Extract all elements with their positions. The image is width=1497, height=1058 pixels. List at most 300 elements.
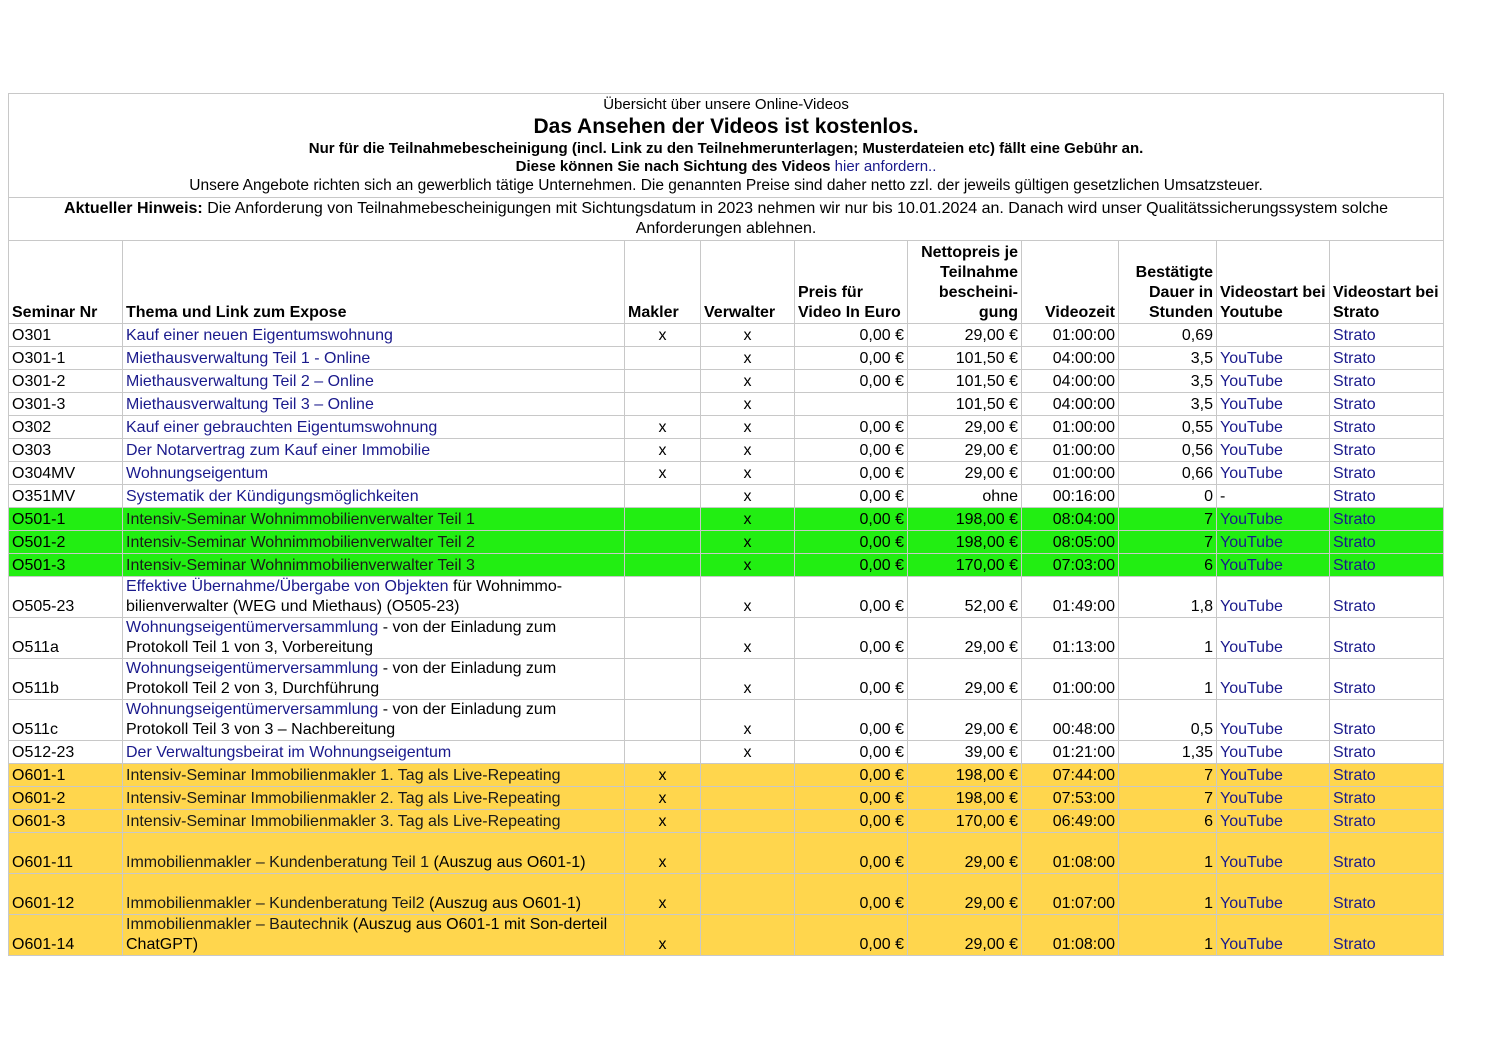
nettopreis-cell: 198,00 € (908, 787, 1022, 810)
makler-cell (625, 700, 701, 741)
seminar-nr-cell: O302 (9, 416, 123, 439)
table-row (9, 577, 1444, 618)
seminar-nr-cell: O601-12 (9, 874, 123, 915)
strato-cell (1330, 659, 1444, 700)
youtube-cell (1217, 439, 1330, 462)
strato-cell (1330, 531, 1444, 554)
youtube-cell (1217, 462, 1330, 485)
youtube-cell (1217, 833, 1330, 874)
preis-cell: 0,00 € (795, 787, 908, 810)
table-row (9, 659, 1444, 700)
seminar-nr-cell: O601-14 (9, 915, 123, 956)
dauer-cell: 1,8 (1119, 577, 1217, 618)
nettopreis-cell: 39,00 € (908, 741, 1022, 764)
seminar-nr-cell: O301 (9, 324, 123, 347)
strato-cell (1330, 700, 1444, 741)
strato-cell (1330, 915, 1444, 956)
youtube-link[interactable]: YouTube (1220, 767, 1283, 784)
strato-link[interactable]: Strato (1333, 488, 1376, 505)
makler-cell (625, 659, 701, 700)
nettopreis-cell: 170,00 € (908, 554, 1022, 577)
preis-cell: 0,00 € (795, 577, 908, 618)
intro-row (9, 94, 1444, 198)
thema-cell (123, 659, 625, 700)
strato-link[interactable]: Strato (1333, 790, 1376, 807)
thema-cell (123, 700, 625, 741)
expose-link[interactable]: Effektive Übernahme/Übergabe von Objekten (126, 578, 449, 595)
strato-link[interactable]: Strato (1333, 895, 1376, 912)
expose-link[interactable]: Immobilienmakler – Bautechnik (126, 916, 349, 933)
youtube-link[interactable]: YouTube (1220, 813, 1283, 830)
videozeit-cell: 08:05:00 (1022, 531, 1119, 554)
youtube-cell (1217, 618, 1330, 659)
dauer-cell: 0,56 (1119, 439, 1217, 462)
seminar-nr-cell: O601-3 (9, 810, 123, 833)
nettopreis-cell: ohne (908, 485, 1022, 508)
verwalter-cell: x (701, 531, 795, 554)
youtube-cell (1217, 324, 1330, 347)
strato-link[interactable]: Strato (1333, 854, 1376, 871)
col-makler: Makler (625, 241, 701, 324)
youtube-cell (1217, 764, 1330, 787)
youtube-cell (1217, 874, 1330, 915)
youtube-cell (1217, 416, 1330, 439)
makler-cell (625, 618, 701, 659)
youtube-link[interactable]: YouTube (1220, 396, 1283, 413)
expose-link[interactable]: Intensiv-Seminar Immobilienmakler 1. Tag als Live-Repeating (126, 767, 561, 784)
expose-link[interactable]: Miethausverwaltung Teil 2 – Online (126, 373, 374, 390)
strato-link[interactable]: Strato (1333, 442, 1376, 459)
intro-cell (9, 94, 1444, 198)
expose-link[interactable]: Immobilienmakler – Kundenberatung Teil2 (126, 895, 425, 912)
youtube-cell (1217, 531, 1330, 554)
videozeit-cell: 04:00:00 (1022, 393, 1119, 416)
dauer-cell: 7 (1119, 508, 1217, 531)
preis-cell: 0,00 € (795, 439, 908, 462)
makler-cell: x (625, 810, 701, 833)
youtube-link[interactable]: YouTube (1220, 790, 1283, 807)
seminar-nr-cell: O501-1 (9, 508, 123, 531)
youtube-cell (1217, 485, 1330, 508)
strato-cell (1330, 741, 1444, 764)
strato-cell (1330, 577, 1444, 618)
expose-link[interactable]: Systematik der Kündigungsmöglichkeiten (126, 488, 419, 505)
strato-link[interactable]: Strato (1333, 327, 1376, 344)
strato-link[interactable]: Strato (1333, 936, 1376, 953)
dauer-cell: 6 (1119, 554, 1217, 577)
youtube-link[interactable]: YouTube (1220, 639, 1283, 656)
verwalter-cell (701, 787, 795, 810)
strato-cell (1330, 485, 1444, 508)
youtube-link[interactable]: YouTube (1220, 350, 1283, 367)
makler-cell (625, 554, 701, 577)
videozeit-cell: 00:16:00 (1022, 485, 1119, 508)
seminar-nr-cell: O351MV (9, 485, 123, 508)
expose-link[interactable]: Wohnungseigentum (126, 465, 269, 482)
expose-link[interactable]: Immobilienmakler – Kundenberatung Teil 1 (126, 854, 429, 871)
nettopreis-cell: 29,00 € (908, 462, 1022, 485)
expose-link[interactable]: Intensiv-Seminar Immobilienmakler 2. Tag als Live-Repeating (126, 790, 561, 807)
col-dauer: Bestätigte Dauer in Stunden (1119, 241, 1217, 324)
intro-line-4-text: Diese können Sie nach Sichtung des Videos (515, 158, 831, 175)
strato-cell (1330, 833, 1444, 874)
preis-cell: 0,00 € (795, 531, 908, 554)
thema-cell (123, 485, 625, 508)
verwalter-cell: x (701, 577, 795, 618)
thema-cell (123, 439, 625, 462)
strato-link[interactable]: Strato (1333, 639, 1376, 656)
col-verwalter: Verwalter (701, 241, 795, 324)
youtube-link[interactable]: YouTube (1220, 373, 1283, 390)
table-row (9, 554, 1444, 577)
expose-link[interactable]: Wohnungseigentümerversammlung (126, 660, 379, 677)
youtube-cell (1217, 810, 1330, 833)
dauer-cell: 1,35 (1119, 741, 1217, 764)
dauer-cell: 0,66 (1119, 462, 1217, 485)
seminar-nr-cell: O512-23 (9, 741, 123, 764)
table-row (9, 833, 1444, 874)
table-row (9, 393, 1444, 416)
youtube-cell (1217, 393, 1330, 416)
thema-text: (Auszug aus O601-1 mit Son-derteil ChatGPT) (126, 916, 608, 953)
videozeit-cell: 01:08:00 (1022, 915, 1119, 956)
dauer-cell: 6 (1119, 810, 1217, 833)
dauer-cell: 1 (1119, 833, 1217, 874)
strato-cell (1330, 787, 1444, 810)
videozeit-cell: 01:00:00 (1022, 659, 1119, 700)
videozeit-cell: 01:00:00 (1022, 416, 1119, 439)
thema-cell (123, 554, 625, 577)
thema-cell (123, 741, 625, 764)
thema-cell (123, 787, 625, 810)
makler-cell: x (625, 416, 701, 439)
dauer-cell: 7 (1119, 764, 1217, 787)
strato-cell (1330, 347, 1444, 370)
youtube-link[interactable]: YouTube (1220, 744, 1283, 761)
youtube-link[interactable]: YouTube (1220, 936, 1283, 953)
preis-cell: 0,00 € (795, 741, 908, 764)
videozeit-cell: 06:49:00 (1022, 810, 1119, 833)
strato-cell (1330, 370, 1444, 393)
thema-cell (123, 764, 625, 787)
youtube-cell (1217, 508, 1330, 531)
seminar-nr-cell: O301-3 (9, 393, 123, 416)
table-row (9, 787, 1444, 810)
videozeit-cell: 08:04:00 (1022, 508, 1119, 531)
youtube-link[interactable]: YouTube (1220, 854, 1283, 871)
expose-link[interactable]: Intensiv-Seminar Wohnimmobilienverwalter Teil 3 (126, 557, 475, 574)
verwalter-cell: x (701, 618, 795, 659)
table-row (9, 508, 1444, 531)
table-row (9, 370, 1444, 393)
nettopreis-cell: 29,00 € (908, 659, 1022, 700)
preis-cell: 0,00 € (795, 810, 908, 833)
table-row (9, 439, 1444, 462)
seminar-nr-cell: O511c (9, 700, 123, 741)
preis-cell: 0,00 € (795, 416, 908, 439)
table-row (9, 462, 1444, 485)
videozeit-cell: 01:00:00 (1022, 439, 1119, 462)
request-certificate-link[interactable]: hier anfordern.. (834, 158, 937, 175)
strato-link[interactable]: Strato (1333, 373, 1376, 390)
strato-link[interactable]: Strato (1333, 680, 1376, 697)
verwalter-cell: x (701, 659, 795, 700)
nettopreis-cell: 29,00 € (908, 416, 1022, 439)
nettopreis-cell: 29,00 € (908, 833, 1022, 874)
dauer-cell: 0,5 (1119, 700, 1217, 741)
strato-cell (1330, 810, 1444, 833)
col-preis: Preis für Video In Euro (795, 241, 908, 324)
verwalter-cell: x (701, 700, 795, 741)
seminar-nr-cell: O303 (9, 439, 123, 462)
nettopreis-cell: 198,00 € (908, 508, 1022, 531)
col-videozeit: Videozeit (1022, 241, 1119, 324)
dauer-cell: 0 (1119, 485, 1217, 508)
strato-link[interactable]: Strato (1333, 767, 1376, 784)
preis-cell: 0,00 € (795, 659, 908, 700)
thema-cell (123, 393, 625, 416)
verwalter-cell (701, 874, 795, 915)
youtube-link[interactable]: YouTube (1220, 680, 1283, 697)
table-row (9, 485, 1444, 508)
seminar-nr-cell: O511a (9, 618, 123, 659)
makler-cell: x (625, 915, 701, 956)
makler-cell: x (625, 324, 701, 347)
nettopreis-cell: 29,00 € (908, 439, 1022, 462)
dauer-cell: 3,5 (1119, 370, 1217, 393)
videozeit-cell: 07:03:00 (1022, 554, 1119, 577)
youtube-cell (1217, 915, 1330, 956)
column-header-row (9, 241, 1444, 324)
thema-cell (123, 577, 625, 618)
expose-link[interactable]: Der Verwaltungsbeirat im Wohnungseigentum (126, 744, 452, 761)
seminar-nr-cell: O511b (9, 659, 123, 700)
thema-text: (Auszug aus O601-1) (424, 895, 582, 912)
dauer-cell: 7 (1119, 787, 1217, 810)
expose-link[interactable]: Intensiv-Seminar Wohnimmobilienverwalter Teil 2 (126, 534, 475, 551)
youtube-link[interactable]: YouTube (1220, 721, 1283, 738)
strato-link[interactable]: Strato (1333, 419, 1376, 436)
videozeit-cell: 01:13:00 (1022, 618, 1119, 659)
verwalter-cell: x (701, 393, 795, 416)
seminar-nr-cell: O601-2 (9, 787, 123, 810)
videozeit-cell: 01:07:00 (1022, 874, 1119, 915)
verwalter-cell (701, 915, 795, 956)
preis-cell: 0,00 € (795, 347, 908, 370)
table-row (9, 324, 1444, 347)
nettopreis-cell: 52,00 € (908, 577, 1022, 618)
youtube-cell (1217, 370, 1330, 393)
strato-cell (1330, 439, 1444, 462)
verwalter-cell: x (701, 462, 795, 485)
thema-cell (123, 874, 625, 915)
seminar-nr-cell: O601-1 (9, 764, 123, 787)
col-seminar-nr: Seminar Nr (9, 241, 123, 324)
strato-link[interactable]: Strato (1333, 350, 1376, 367)
thema-text: - von der Einladung zum Protokoll Teil 2 von 3, Durchführung (126, 660, 557, 697)
table-row (9, 618, 1444, 659)
verwalter-cell (701, 833, 795, 874)
table-row (9, 810, 1444, 833)
preis-cell: 0,00 € (795, 874, 908, 915)
thema-text: - von der Einladung zum Protokoll Teil 1 von 3, Vorbereitung (126, 619, 557, 656)
expose-link[interactable]: Intensiv-Seminar Wohnimmobilienverwalter Teil 1 (126, 511, 475, 528)
thema-text: - von der Einladung zum Protokoll Teil 3 von 3 – Nachbereitung (126, 701, 557, 738)
strato-link[interactable]: Strato (1333, 396, 1376, 413)
verwalter-cell: x (701, 347, 795, 370)
videozeit-cell: 04:00:00 (1022, 347, 1119, 370)
youtube-cell (1217, 659, 1330, 700)
youtube-link[interactable]: YouTube (1220, 534, 1283, 551)
verwalter-cell (701, 764, 795, 787)
preis-cell: 0,00 € (795, 485, 908, 508)
thema-text: für Wohnimmo-bilienverwalter (WEG und Miethaus) (O505-23) (126, 578, 563, 615)
videozeit-cell: 00:48:00 (1022, 700, 1119, 741)
dauer-cell: 7 (1119, 531, 1217, 554)
youtube-link[interactable]: YouTube (1220, 598, 1283, 615)
intro-line-5: Unsere Angebote richten sich an gewerblich tätige Unternehmen. Die genannten Preise sind daher netto zzl. der jeweils gültigen gesetzlichen Umsatzsteuer. (189, 177, 1263, 194)
expose-link[interactable]: Wohnungseigentümerversammlung (126, 619, 379, 636)
table-row (9, 915, 1444, 956)
makler-cell (625, 393, 701, 416)
dauer-cell: 1 (1119, 659, 1217, 700)
youtube-cell (1217, 347, 1330, 370)
preis-cell (795, 393, 908, 416)
preis-cell: 0,00 € (795, 764, 908, 787)
preis-cell: 0,00 € (795, 370, 908, 393)
strato-link[interactable]: Strato (1333, 511, 1376, 528)
expose-link[interactable]: Kauf einer gebrauchten Eigentumswohnung (126, 419, 438, 436)
makler-cell (625, 485, 701, 508)
verwalter-cell: x (701, 741, 795, 764)
expose-link[interactable]: Wohnungseigentümerversammlung (126, 701, 379, 718)
expose-link[interactable]: Miethausverwaltung Teil 3 – Online (126, 396, 374, 413)
verwalter-cell (701, 810, 795, 833)
videozeit-cell: 01:00:00 (1022, 324, 1119, 347)
preis-cell: 0,00 € (795, 833, 908, 874)
table-row (9, 874, 1444, 915)
strato-cell (1330, 618, 1444, 659)
nettopreis-cell: 101,50 € (908, 393, 1022, 416)
strato-cell (1330, 764, 1444, 787)
preis-cell: 0,00 € (795, 618, 908, 659)
strato-cell (1330, 508, 1444, 531)
thema-cell (123, 462, 625, 485)
expose-link[interactable]: Der Notarvertrag zum Kauf einer Immobilie (126, 442, 431, 459)
verwalter-cell: x (701, 554, 795, 577)
seminar-nr-cell: O505-23 (9, 577, 123, 618)
strato-cell (1330, 416, 1444, 439)
youtube-link[interactable]: YouTube (1220, 442, 1283, 459)
thema-cell (123, 508, 625, 531)
makler-cell: x (625, 764, 701, 787)
thema-text: (Auszug aus O601-1) (429, 854, 586, 871)
youtube-link[interactable]: YouTube (1220, 511, 1283, 528)
dauer-cell: 0,69 (1119, 324, 1217, 347)
videozeit-cell: 01:49:00 (1022, 577, 1119, 618)
makler-cell (625, 741, 701, 764)
youtube-cell (1217, 700, 1330, 741)
table-row (9, 700, 1444, 741)
col-thema: Thema und Link zum Expose (123, 241, 625, 324)
thema-cell (123, 618, 625, 659)
verwalter-cell: x (701, 370, 795, 393)
col-strato: Videostart bei Strato (1330, 241, 1444, 324)
preis-cell: 0,00 € (795, 462, 908, 485)
nettopreis-cell: 198,00 € (908, 764, 1022, 787)
verwalter-cell: x (701, 508, 795, 531)
strato-cell (1330, 874, 1444, 915)
table-row (9, 347, 1444, 370)
dauer-cell: 1 (1119, 874, 1217, 915)
intro-headline: Das Ansehen der Videos ist kostenlos. (533, 115, 919, 138)
verwalter-cell: x (701, 439, 795, 462)
expose-link[interactable]: Miethausverwaltung Teil 1 - Online (126, 350, 371, 367)
thema-cell (123, 810, 625, 833)
expose-link[interactable]: Kauf einer neuen Eigentumswohnung (126, 327, 393, 344)
intro-line-4 (13, 158, 1439, 176)
strato-link[interactable]: Strato (1333, 721, 1376, 738)
youtube-cell (1217, 577, 1330, 618)
video-table (8, 93, 1444, 956)
videozeit-cell: 07:53:00 (1022, 787, 1119, 810)
nettopreis-cell: 198,00 € (908, 531, 1022, 554)
youtube-link[interactable]: YouTube (1220, 895, 1283, 912)
preis-cell: 0,00 € (795, 554, 908, 577)
makler-cell (625, 370, 701, 393)
videozeit-cell: 07:44:00 (1022, 764, 1119, 787)
table-row (9, 416, 1444, 439)
preis-cell: 0,00 € (795, 915, 908, 956)
nettopreis-cell: 29,00 € (908, 324, 1022, 347)
makler-cell: x (625, 462, 701, 485)
strato-link[interactable]: Strato (1333, 465, 1376, 482)
strato-cell (1330, 554, 1444, 577)
col-youtube: Videostart bei Youtube (1217, 241, 1330, 324)
seminar-nr-cell: O301-2 (9, 370, 123, 393)
strato-link[interactable]: Strato (1333, 744, 1376, 761)
makler-cell (625, 531, 701, 554)
youtube-cell (1217, 741, 1330, 764)
strato-link[interactable]: Strato (1333, 813, 1376, 830)
notice-row (9, 198, 1444, 241)
nettopreis-cell: 29,00 € (908, 700, 1022, 741)
preis-cell: 0,00 € (795, 324, 908, 347)
notice-cell (9, 198, 1444, 241)
videozeit-cell: 04:00:00 (1022, 370, 1119, 393)
preis-cell: 0,00 € (795, 700, 908, 741)
makler-cell: x (625, 833, 701, 874)
thema-cell (123, 324, 625, 347)
nettopreis-cell: 29,00 € (908, 618, 1022, 659)
seminar-nr-cell: O601-11 (9, 833, 123, 874)
youtube-link[interactable]: YouTube (1220, 465, 1283, 482)
seminar-nr-cell: O301-1 (9, 347, 123, 370)
intro-line-1: Übersicht über unsere Online-Videos (603, 96, 849, 113)
strato-link[interactable]: Strato (1333, 557, 1376, 574)
preis-cell: 0,00 € (795, 508, 908, 531)
strato-link[interactable]: Strato (1333, 534, 1376, 551)
dauer-cell: 1 (1119, 618, 1217, 659)
makler-cell: x (625, 439, 701, 462)
strato-link[interactable]: Strato (1333, 598, 1376, 615)
youtube-link[interactable]: YouTube (1220, 419, 1283, 436)
youtube-link[interactable]: YouTube (1220, 557, 1283, 574)
strato-cell (1330, 324, 1444, 347)
thema-cell (123, 915, 625, 956)
expose-link[interactable]: Intensiv-Seminar Immobilienmakler 3. Tag als Live-Repeating (126, 813, 561, 830)
seminar-nr-cell: O501-2 (9, 531, 123, 554)
